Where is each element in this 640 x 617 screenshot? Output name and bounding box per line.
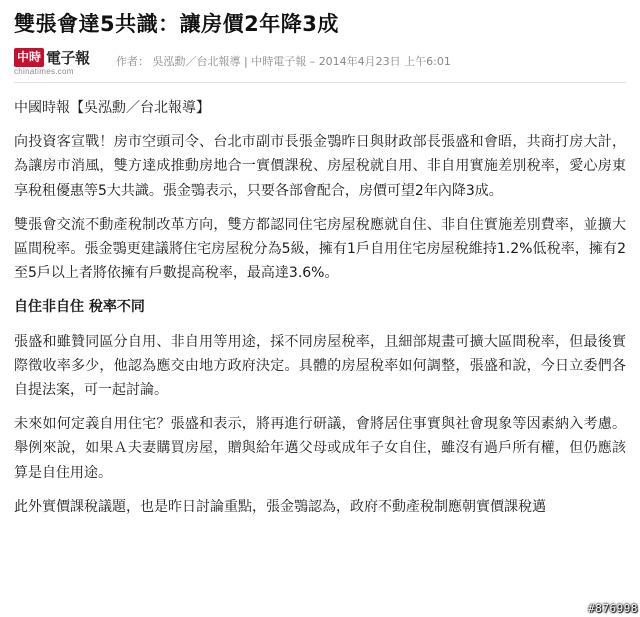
image-watermark: #876998 bbox=[588, 602, 638, 615]
paragraph-4: 未來如何定義自用住宅？張盛和表示，將再進行研議，會將居住事實與社會現象等因素納入考慮。舉例來說，如果Ａ夫妻購買房屋，贈與給年邁父母或成年子女自住，雖沒有過戶所有權，但仍應該算是自住用途。 bbox=[14, 416, 626, 481]
header-divider bbox=[14, 82, 626, 83]
chinatimes-logo[interactable] bbox=[14, 46, 106, 76]
logo-mark bbox=[14, 46, 106, 68]
article-meta: 作者： 吳泓勳／台北報導 | 中時電子報 – 2014年4月23日 上午6:01 bbox=[116, 55, 451, 68]
logo-url: chinatimes.com bbox=[14, 67, 74, 76]
paragraph-3: 張盛和雖贊同區分自用、非自用等用途，採不同房屋稅率，且細部規畫可擴大區間稅率，但最後實際徵收率多少，他認為應交由地方政府決定。具體的房屋稅率如何調整，張盛和說，今日立委們各自提法案，可一起討論。 bbox=[14, 333, 626, 399]
byline-row bbox=[14, 46, 626, 76]
logo-box: 中時 bbox=[14, 48, 44, 67]
source-line: 中國時報【吳泓勳／台北報導】 bbox=[14, 100, 210, 116]
paragraph-2: 雙張會交流不動產稅制改革方向，雙方都認同住宅房屋稅應就自住、非自住實施差別費率，並擴大區間稅率。張金鶚更建議將住宅房屋稅分為5級，擁有1戶自用住宅房屋稅維持1.2%低稅率，擁有2至5戶以上者將依擁有戶數提高稅率，最高達3.6%。 bbox=[14, 216, 626, 282]
section-subhead: 自住非自住 稅率不同 bbox=[14, 299, 145, 316]
logo-name: 電子報 bbox=[46, 48, 90, 67]
article-body bbox=[14, 96, 626, 529]
paragraph-5: 此外實價課稅議題，也是昨日討論重點，張金鶚認為，政府不動產稅制應朝實價課稅邁 bbox=[14, 498, 546, 515]
article-headline: 雙張會達5共識：讓房價2年降3成 bbox=[14, 12, 339, 36]
paragraph-1: 向投資客宣戰！房市空頭司令、台北市副市長張金鶚昨日與財政部長張盛和會晤，共商打房大計，為讓房市消風，雙方達成推動房地合一實價課稅、房屋稅就自用、非自用實施差別稅率，愛心房東享稅租優惠等5大共識。張金鶚表示，只要各部會配合，房價可望2年內降3成。 bbox=[14, 134, 626, 199]
